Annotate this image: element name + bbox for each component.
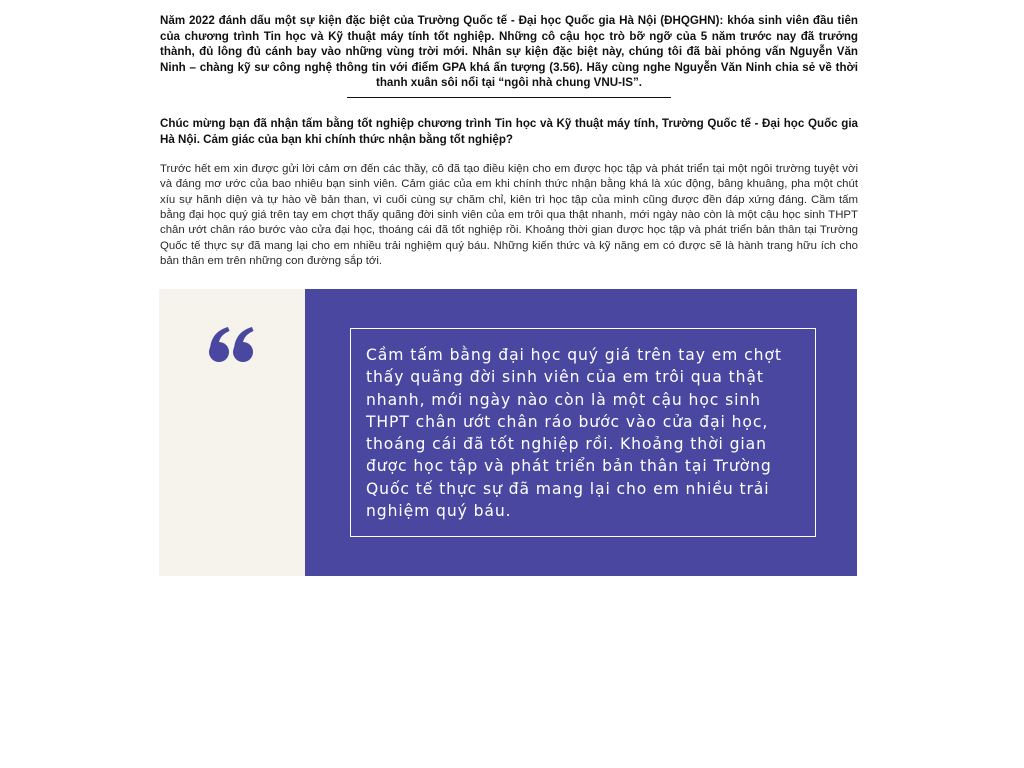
quote-side-panel bbox=[159, 289, 305, 576]
interview-question: Chúc mừng bạn đã nhận tấm bằng tốt nghiệp chương trình Tin học và Kỹ thuật máy tính, Trường Quốc tế - Đại học Quốc gia Hà Nội. Cảm giác của bạn khi chính thức nhận bằng tốt nghiệp? bbox=[160, 116, 858, 146]
quote-text: Cầm tấm bằng đại học quý giá trên tay em chợt thấy quãng đời sinh viên của em trôi qua thật nhanh, mới ngày nào còn là một cậu học sinh THPT chân ướt chân ráo bước vào cửa đại học, thoáng cái đã tốt nghiệp rồi. Khoảng thời gian được học tập và phát triển bản thân tại Trường Quốc tế thực sự đã mang lại cho em nhiều trải nghiệm quý báu. bbox=[366, 346, 782, 521]
quote-icon bbox=[207, 325, 257, 365]
divider bbox=[347, 97, 671, 98]
interview-answer: Trước hết em xin được gửi lời cảm ơn đến các thầy, cô đã tạo điều kiện cho em được học tập và phát triển tại một ngôi trường tuyệt vời và đáng mơ ước của bao nhiêu bạn sinh viên. Cảm giác của em khi chính thức nhận bằng khá là xúc động, bâng khuâng, pha một chút xíu sự hãnh diện và tự hào về bản than, vì cuối cùng sự chăm chỉ, kiên trì học tập của mình cũng được đền đáp xứng đáng. Cầm tấm bằng đại học quý giá trên tay em chợt thấy quãng đời sinh viên của em trôi qua thật nhanh, mới ngày nào còn là một cậu học sinh THPT chân ướt chân ráo bước vào cửa đại học, thoáng cái đã tốt nghiệp rồi. Khoảng thời gian được học tập và phát triển bản thân tại Trường Quốc tế thực sự đã mang lại cho em nhiều trải nghiệm quý báu. Những kiến thức và kỹ năng em có được sẽ là hành trang hữu ích cho bản thân em trên những con đường sắp tới. bbox=[160, 163, 858, 267]
article-lead: Năm 2022 đánh dấu một sự kiện đặc biệt của Trường Quốc tế - Đại học Quốc gia Hà Nội (ĐHQGHN): khóa sinh viên đầu tiên của chương trình Tin học và Kỹ thuật máy tính tốt nghiệp. Những cô cậu học trò bỡ ngỡ của 5 năm trước nay đã trưởng thành, đủ lông đủ cánh bay vào những vùng trời mới. Nhân sự kiện đặc biệt này, chúng tôi đã bài phỏng vấn Nguyễn Văn Ninh – chàng kỹ sư công nghệ thông tin với điểm GPA khá ấn tượng (3.56). Hãy cùng nghe Nguyễn Văn Ninh chia sẻ về thời thanh xuân sôi nổi tại “ngôi nhà chung VNU-IS”. bbox=[160, 14, 858, 90]
pull-quote bbox=[159, 289, 857, 576]
quote-frame bbox=[350, 328, 816, 537]
quote-panel bbox=[305, 289, 857, 576]
article bbox=[160, 13, 858, 269]
